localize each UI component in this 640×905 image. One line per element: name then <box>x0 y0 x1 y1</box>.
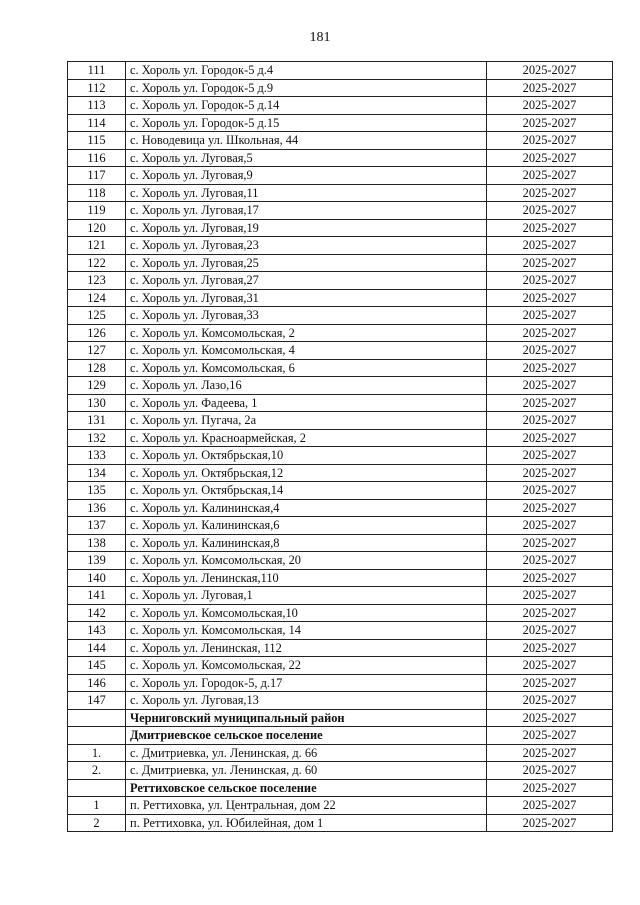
period-cell: 2025-2027 <box>487 464 613 482</box>
table-row <box>68 97 613 115</box>
period-cell: 2025-2027 <box>487 674 613 692</box>
table-row <box>68 62 613 80</box>
period-cell: 2025-2027 <box>487 639 613 657</box>
address-cell: с. Новодевица ул. Школьная, 44 <box>126 132 487 150</box>
period-cell: 2025-2027 <box>487 289 613 307</box>
table-row <box>68 429 613 447</box>
row-number-cell: 2. <box>68 762 126 780</box>
address-cell: с. Хороль ул. Луговая,13 <box>126 692 487 710</box>
address-cell: Дмитриевское сельское поселение <box>126 727 487 745</box>
period-cell: 2025-2027 <box>487 569 613 587</box>
table-row <box>68 202 613 220</box>
row-number-cell <box>68 709 126 727</box>
row-number-cell: 131 <box>68 412 126 430</box>
address-cell: с. Хороль ул. Комсомольская, 22 <box>126 657 487 675</box>
table-row <box>68 412 613 430</box>
address-cell: с. Хороль ул. Калининская,8 <box>126 534 487 552</box>
address-cell: с. Хороль ул. Городок-5 д.4 <box>126 62 487 80</box>
period-cell: 2025-2027 <box>487 412 613 430</box>
section-heading-row <box>68 709 613 727</box>
row-number-cell: 134 <box>68 464 126 482</box>
row-number-cell: 1 <box>68 797 126 815</box>
row-number-cell: 115 <box>68 132 126 150</box>
row-number-cell: 143 <box>68 622 126 640</box>
address-cell: с. Хороль ул. Комсомольская,10 <box>126 604 487 622</box>
address-cell: с. Хороль ул. Городок-5 д.9 <box>126 79 487 97</box>
period-cell: 2025-2027 <box>487 517 613 535</box>
period-cell: 2025-2027 <box>487 692 613 710</box>
address-cell: с. Хороль ул. Луговая,9 <box>126 167 487 185</box>
period-cell: 2025-2027 <box>487 552 613 570</box>
address-cell: с. Хороль ул. Луговая,11 <box>126 184 487 202</box>
table-row <box>68 167 613 185</box>
address-cell: с. Хороль ул. Луговая,5 <box>126 149 487 167</box>
table-row <box>68 517 613 535</box>
address-cell: с. Хороль ул. Пугача, 2а <box>126 412 487 430</box>
row-number-cell: 146 <box>68 674 126 692</box>
period-cell: 2025-2027 <box>487 657 613 675</box>
address-cell: с. Хороль ул. Калининская,4 <box>126 499 487 517</box>
table-row <box>68 639 613 657</box>
period-cell: 2025-2027 <box>487 307 613 325</box>
table-row <box>68 814 613 832</box>
address-cell: с. Хороль ул. Комсомольская, 14 <box>126 622 487 640</box>
period-cell: 2025-2027 <box>487 114 613 132</box>
row-number-cell <box>68 779 126 797</box>
table-row <box>68 79 613 97</box>
period-cell: 2025-2027 <box>487 342 613 360</box>
table-row <box>68 552 613 570</box>
address-cell: п. Реттиховка, ул. Центральная, дом 22 <box>126 797 487 815</box>
table-row <box>68 762 613 780</box>
period-cell: 2025-2027 <box>487 272 613 290</box>
table-row <box>68 797 613 815</box>
period-cell: 2025-2027 <box>487 254 613 272</box>
table-row <box>68 587 613 605</box>
section-heading-row <box>68 727 613 745</box>
table-body <box>68 62 613 832</box>
table-row <box>68 219 613 237</box>
row-number-cell: 136 <box>68 499 126 517</box>
row-number-cell: 139 <box>68 552 126 570</box>
period-cell: 2025-2027 <box>487 149 613 167</box>
address-cell: с. Хороль ул. Фадеева, 1 <box>126 394 487 412</box>
address-cell: Реттиховское сельское поселение <box>126 779 487 797</box>
row-number-cell: 122 <box>68 254 126 272</box>
address-cell: с. Дмитриевка, ул. Ленинская, д. 60 <box>126 762 487 780</box>
table-row <box>68 482 613 500</box>
row-number-cell: 137 <box>68 517 126 535</box>
period-cell: 2025-2027 <box>487 604 613 622</box>
row-number-cell: 130 <box>68 394 126 412</box>
period-cell: 2025-2027 <box>487 727 613 745</box>
address-cell: с. Хороль ул. Калининская,6 <box>126 517 487 535</box>
row-number-cell: 121 <box>68 237 126 255</box>
row-number-cell <box>68 727 126 745</box>
table-row <box>68 342 613 360</box>
row-number-cell: 140 <box>68 569 126 587</box>
address-cell: с. Хороль ул. Луговая,23 <box>126 237 487 255</box>
address-cell: с. Хороль ул. Луговая,17 <box>126 202 487 220</box>
address-cell: с. Хороль ул. Ленинская, 112 <box>126 639 487 657</box>
row-number-cell: 113 <box>68 97 126 115</box>
address-cell: с. Хороль ул. Комсомольская, 6 <box>126 359 487 377</box>
row-number-cell: 120 <box>68 219 126 237</box>
row-number-cell: 112 <box>68 79 126 97</box>
row-number-cell: 142 <box>68 604 126 622</box>
address-cell: с. Хороль ул. Луговая,31 <box>126 289 487 307</box>
table-row <box>68 324 613 342</box>
row-number-cell: 127 <box>68 342 126 360</box>
address-cell: с. Хороль ул. Октябрьская,10 <box>126 447 487 465</box>
address-cell: с. Хороль ул. Комсомольская, 4 <box>126 342 487 360</box>
address-cell: с. Хороль ул. Ленинская,110 <box>126 569 487 587</box>
row-number-cell: 119 <box>68 202 126 220</box>
period-cell: 2025-2027 <box>487 202 613 220</box>
period-cell: 2025-2027 <box>487 744 613 762</box>
period-cell: 2025-2027 <box>487 237 613 255</box>
table-row <box>68 272 613 290</box>
period-cell: 2025-2027 <box>487 499 613 517</box>
row-number-cell: 118 <box>68 184 126 202</box>
row-number-cell: 117 <box>68 167 126 185</box>
address-cell: с. Хороль ул. Луговая,33 <box>126 307 487 325</box>
period-cell: 2025-2027 <box>487 534 613 552</box>
row-number-cell: 126 <box>68 324 126 342</box>
row-number-cell: 145 <box>68 657 126 675</box>
address-cell: с. Хороль ул. Октябрьская,12 <box>126 464 487 482</box>
period-cell: 2025-2027 <box>487 132 613 150</box>
address-cell: с. Хороль ул. Комсомольская, 2 <box>126 324 487 342</box>
address-cell: с. Хороль ул. Красноармейская, 2 <box>126 429 487 447</box>
row-number-cell: 141 <box>68 587 126 605</box>
row-number-cell: 1. <box>68 744 126 762</box>
period-cell: 2025-2027 <box>487 377 613 395</box>
table-row <box>68 657 613 675</box>
row-number-cell: 2 <box>68 814 126 832</box>
address-cell: с. Хороль ул. Октябрьская,14 <box>126 482 487 500</box>
address-cell: Черниговский муниципальный район <box>126 709 487 727</box>
period-cell: 2025-2027 <box>487 447 613 465</box>
period-cell: 2025-2027 <box>487 167 613 185</box>
address-cell: с. Хороль ул. Городок-5, д.17 <box>126 674 487 692</box>
period-cell: 2025-2027 <box>487 709 613 727</box>
period-cell: 2025-2027 <box>487 324 613 342</box>
address-cell: с. Хороль ул. Комсомольская, 20 <box>126 552 487 570</box>
period-cell: 2025-2027 <box>487 482 613 500</box>
row-number-cell: 111 <box>68 62 126 80</box>
address-cell: с. Хороль ул. Луговая,1 <box>126 587 487 605</box>
period-cell: 2025-2027 <box>487 762 613 780</box>
table-row <box>68 359 613 377</box>
period-cell: 2025-2027 <box>487 79 613 97</box>
period-cell: 2025-2027 <box>487 359 613 377</box>
period-cell: 2025-2027 <box>487 429 613 447</box>
table-row <box>68 569 613 587</box>
period-cell: 2025-2027 <box>487 184 613 202</box>
address-cell: п. Реттиховка, ул. Юбилейная, дом 1 <box>126 814 487 832</box>
table-row <box>68 674 613 692</box>
table-row <box>68 447 613 465</box>
housing-table <box>67 61 613 832</box>
table-row <box>68 394 613 412</box>
row-number-cell: 128 <box>68 359 126 377</box>
table-row <box>68 149 613 167</box>
table-row <box>68 184 613 202</box>
row-number-cell: 123 <box>68 272 126 290</box>
period-cell: 2025-2027 <box>487 779 613 797</box>
table-row <box>68 307 613 325</box>
row-number-cell: 133 <box>68 447 126 465</box>
page-number: 181 <box>309 30 331 45</box>
row-number-cell: 124 <box>68 289 126 307</box>
period-cell: 2025-2027 <box>487 587 613 605</box>
table-row <box>68 622 613 640</box>
table-row <box>68 499 613 517</box>
section-heading-row <box>68 779 613 797</box>
row-number-cell: 125 <box>68 307 126 325</box>
row-number-cell: 114 <box>68 114 126 132</box>
table-row <box>68 692 613 710</box>
period-cell: 2025-2027 <box>487 814 613 832</box>
address-cell: с. Хороль ул. Городок-5 д.15 <box>126 114 487 132</box>
row-number-cell: 135 <box>68 482 126 500</box>
table-row <box>68 377 613 395</box>
row-number-cell: 116 <box>68 149 126 167</box>
row-number-cell: 138 <box>68 534 126 552</box>
table-row <box>68 289 613 307</box>
period-cell: 2025-2027 <box>487 797 613 815</box>
table-row <box>68 237 613 255</box>
address-cell: с. Дмитриевка, ул. Ленинская, д. 66 <box>126 744 487 762</box>
table-row <box>68 114 613 132</box>
period-cell: 2025-2027 <box>487 97 613 115</box>
period-cell: 2025-2027 <box>487 62 613 80</box>
address-cell: с. Хороль ул. Луговая,25 <box>126 254 487 272</box>
table-row <box>68 132 613 150</box>
table-row <box>68 534 613 552</box>
table-row <box>68 604 613 622</box>
row-number-cell: 144 <box>68 639 126 657</box>
period-cell: 2025-2027 <box>487 394 613 412</box>
row-number-cell: 147 <box>68 692 126 710</box>
table-row <box>68 744 613 762</box>
row-number-cell: 129 <box>68 377 126 395</box>
address-cell: с. Хороль ул. Городок-5 д.14 <box>126 97 487 115</box>
address-cell: с. Хороль ул. Луговая,27 <box>126 272 487 290</box>
table-row <box>68 254 613 272</box>
period-cell: 2025-2027 <box>487 219 613 237</box>
address-cell: с. Хороль ул. Лазо,16 <box>126 377 487 395</box>
address-cell: с. Хороль ул. Луговая,19 <box>126 219 487 237</box>
row-number-cell: 132 <box>68 429 126 447</box>
period-cell: 2025-2027 <box>487 622 613 640</box>
table-row <box>68 464 613 482</box>
